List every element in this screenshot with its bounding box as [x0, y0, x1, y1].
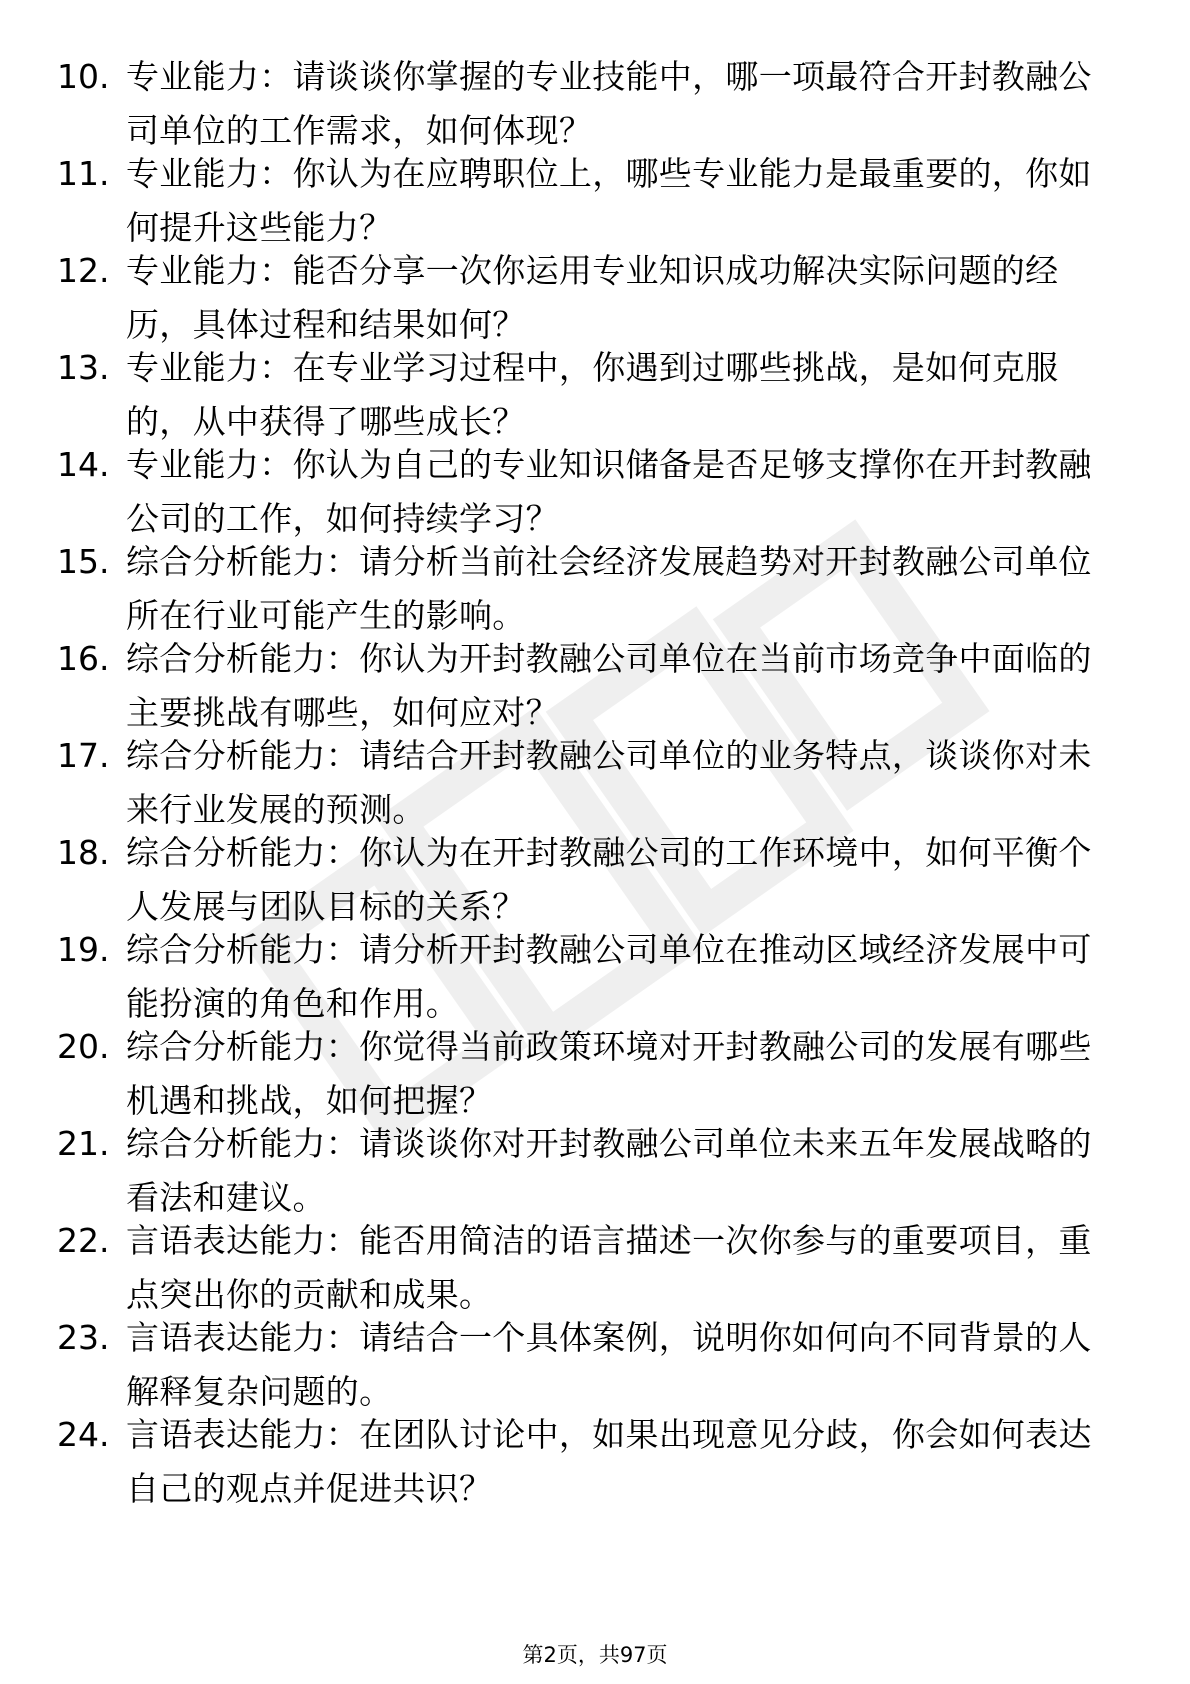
question-number: 13. 22.: [57, 1221, 110, 1260]
question-number: 9. 18.: [57, 833, 110, 872]
question-text: 综合分析能力：你认为开封教融公司单位在当前市场竞争中面临的主要挑战有哪些，如何应对？: [126, 639, 1092, 732]
page-footer: 第2页，共97页: [522, 1643, 668, 1667]
question-item: [0, 1117, 1190, 1217]
question-item: [0, 1020, 1190, 1120]
question-text: 专业能力：在专业学习过程中，你遇到过哪些挑战，是如何克服的，从中获得了哪些成长？: [126, 348, 1059, 441]
question-item: [0, 1408, 1190, 1508]
question-item: [0, 341, 1190, 441]
question-item: [0, 826, 1190, 926]
question-item: [0, 923, 1190, 1023]
question-number: 11. 20.: [57, 1027, 110, 1066]
question-number: 15. 24.: [57, 1415, 110, 1454]
question-item: [0, 1311, 1190, 1411]
question-text: 综合分析能力：你认为在开封教融公司的工作环境中，如何平衡个人发展与团队目标的关系？: [126, 833, 1092, 926]
question-text: 综合分析能力：请结合开封教融公司单位的业务特点，谈谈你对未来行业发展的预测。: [126, 736, 1092, 829]
question-text: 言语表达能力：能否用简洁的语言描述一次你参与的重要项目，重点突出你的贡献和成果。: [126, 1221, 1092, 1314]
question-number: 10. 19.: [57, 930, 110, 969]
question-number: 2. 11.: [57, 154, 110, 193]
question-number: 5. 14.: [57, 445, 110, 484]
question-number: 14. 23.: [57, 1318, 110, 1357]
question-item: [0, 244, 1190, 344]
question-item: [0, 147, 1190, 247]
question-text: 综合分析能力：请谈谈你对开封教融公司单位未来五年发展战略的看法和建议。: [126, 1124, 1092, 1217]
question-number: 1. 10.: [57, 57, 110, 96]
question-text: 专业能力：你认为在应聘职位上，哪些专业能力是最重要的，你如何提升这些能力？: [126, 154, 1092, 247]
question-item: [0, 729, 1190, 829]
question-number: 7. 16.: [57, 639, 110, 678]
question-item: [0, 50, 1190, 150]
question-number: 4. 13.: [57, 348, 110, 387]
question-text: 综合分析能力：你觉得当前政策环境对开封教融公司的发展有哪些机遇和挑战，如何把握？: [126, 1027, 1092, 1120]
question-item: [0, 535, 1190, 635]
question-number: 8. 17.: [57, 736, 110, 775]
question-text: 专业能力：你认为自己的专业知识储备是否足够支撑你在开封教融公司的工作，如何持续学习？: [126, 445, 1092, 538]
question-number: 12. 21.: [57, 1124, 110, 1163]
question-text: 言语表达能力：在团队讨论中，如果出现意见分歧，你会如何表达自己的观点并促进共识？: [126, 1415, 1092, 1508]
question-text: 综合分析能力：请分析开封教融公司单位在推动区域经济发展中可能扮演的角色和作用。: [126, 930, 1092, 1023]
question-text: 专业能力：请谈谈你掌握的专业技能中，哪一项最符合开封教融公司单位的工作需求，如何体现？: [126, 57, 1092, 150]
question-item: [0, 438, 1190, 538]
question-number: 6. 15.: [57, 542, 110, 581]
question-item: [0, 632, 1190, 732]
question-text: 言语表达能力：请结合一个具体案例，说明你如何向不同背景的人解释复杂问题的。: [126, 1318, 1092, 1411]
question-number: 3. 12.: [57, 251, 110, 290]
question-text: 综合分析能力：请分析当前社会经济发展趋势对开封教融公司单位所在行业可能产生的影响。: [126, 542, 1092, 635]
question-item: [0, 1214, 1190, 1314]
question-text: 专业能力：能否分享一次你运用专业知识成功解决实际问题的经历，具体过程和结果如何？: [126, 251, 1059, 344]
